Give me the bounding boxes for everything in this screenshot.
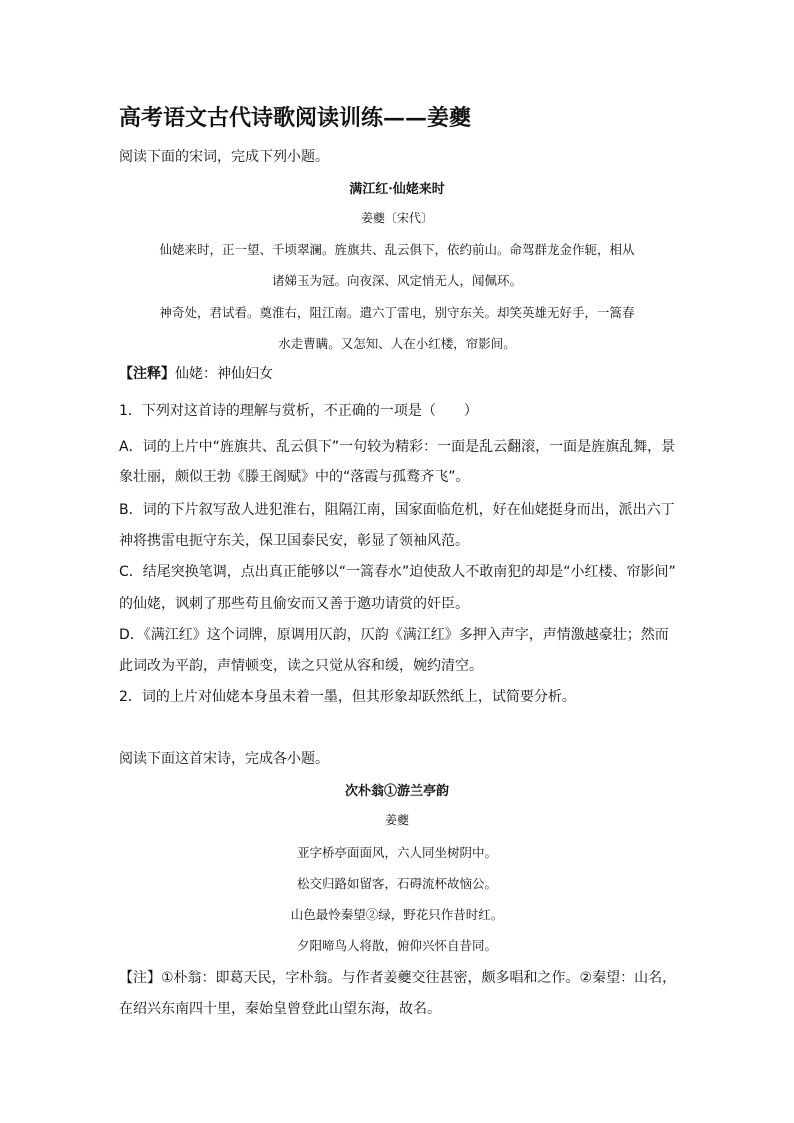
question-1: 1．下列对这首诗的理解与赏析，不正确的一项是（ ） [119, 403, 478, 419]
option-a-line: 象壮丽，颇似王勃《滕王阁赋》中的“落霞与孤鹜齐飞”。 [119, 469, 470, 485]
poem1-title: 满江红·仙姥来时 [349, 182, 445, 197]
section2-instruction: 阅读下面这首宋诗，完成各小题。 [119, 751, 329, 767]
poem1-author: 姜夔〔宋代〕 [360, 211, 433, 225]
note-label: 【注释】 [119, 366, 175, 382]
poem1-line: 诸娣玉为冠。向夜深、风定悄无人，闻佩环。 [271, 273, 522, 288]
poem2-line: 山色最怜秦望②绿，野花只作昔时红。 [290, 907, 504, 922]
poem1-line: 水走曹瞒。又怎知、人在小红楼，帘影间。 [278, 336, 516, 351]
option-b-line: B．词的下片叙写敌人进犯淮右，阻隔江南，国家面临危机，好在仙姥挺身而出，派出六丁 [119, 502, 675, 518]
question-2: 2．词的上片对仙姥本身虽未着一墨，但其形象却跃然纸上，试简要分析。 [119, 689, 576, 705]
option-a-line: A．词的上片中“旌旗共、乱云俱下”一句较为精彩：一面是乱云翻滚，一面是旌旗乱舞，景 [119, 439, 676, 455]
poem2-line: 夕阳啼鸟人将散，俯仰兴怀自昔同。 [296, 938, 497, 953]
option-d-line: D．《满江红》这个词牌，原调用仄韵，仄韵《满江红》多押入声字，声情激越豪壮；然而 [119, 627, 669, 643]
note-text: 仙姥：神仙妇女 [175, 366, 273, 382]
poem2-line: 松交归路如留客，石碍流杯故恼公。 [296, 876, 497, 891]
option-b-line: 神将携雷电扼守东关，保卫国泰民安，彰显了领袖风范。 [119, 533, 469, 549]
poem2-author: 姜夔 [384, 813, 409, 827]
option-c-line: 的仙姥，讽刺了那些苟且偷安而又善于邀功请赏的奸臣。 [119, 596, 469, 612]
document-title: 高考语文古代诗歌阅读训练——姜夔 [119, 105, 472, 131]
option-c-line: C．结尾突换笔调，点出真正能够以“一篙春水”迫使敌人不敢南犯的却是“小红楼、帘影间” [119, 564, 676, 580]
poem2-title: 次朴翁①游兰亭韵 [344, 784, 449, 799]
section1-instruction: 阅读下面的宋词，完成下列小题。 [119, 149, 329, 165]
option-d-line: 此词改为平韵，声情顿变，读之只觉从容和缓，婉约清空。 [119, 658, 483, 674]
poem1-line: 神奇处，君试看。奠淮右，阻江南。遣六丁雷电，别守东关。却笑英雄无好手，一篙春 [159, 305, 635, 320]
poem2-note-line: 在绍兴东南四十里，秦始皇曾登此山望东海，故名。 [119, 1001, 441, 1017]
poem1-line: 仙姥来时，正一望、千顷翠澜。旌旗共、乱云俱下，依约前山。命驾群龙金作轭，相从 [159, 242, 635, 257]
poem2-note-line: 【注】①朴翁：即葛天民，字朴翁。与作者姜夔交往甚密，颇多唱和之作。②秦望：山名， [119, 970, 677, 986]
poem2-line: 亚字桥亭面面风，六人同坐树阴中。 [296, 845, 497, 860]
poem1-note [119, 363, 273, 383]
